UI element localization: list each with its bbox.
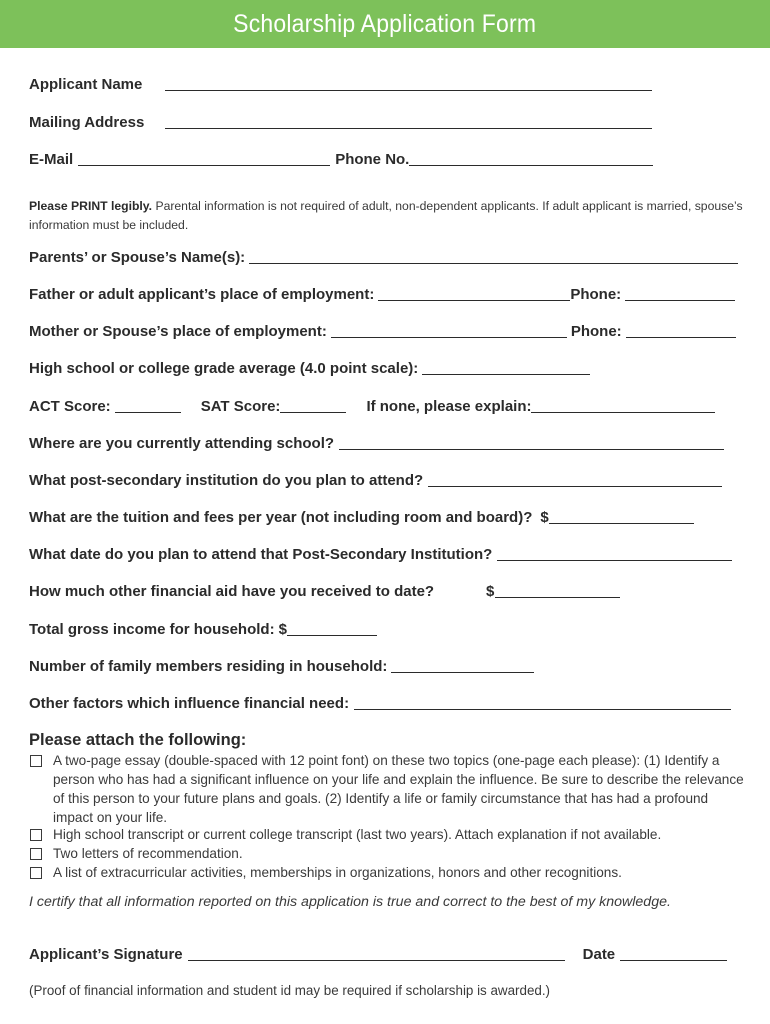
gross-income-field[interactable]: [287, 621, 377, 636]
phone-no-field[interactable]: [409, 151, 653, 166]
family-members-label: Number of family members residing in household:: [29, 658, 388, 675]
letters-checkbox[interactable]: [30, 848, 42, 860]
email-field[interactable]: [78, 151, 330, 166]
gross-income-dollar: $: [278, 621, 287, 638]
print-note-bold: Please PRINT legibly.: [29, 199, 153, 213]
other-aid-field[interactable]: [495, 583, 620, 598]
date-label: Date: [582, 946, 616, 963]
act-score-label: ACT Score:: [29, 398, 111, 415]
grade-average-label: High school or college grade average (4.0 point scale):: [29, 360, 419, 377]
essay-text: A two-page essay (double-spaced with 12 point font) on these two topics (one-page each please): (1) Identify a person who has had a significant influence on your life and explain the influence. Be sure to describe the relevance of this person to your future plans and goals. (2) Identify a life or family circumstance that has had a profound impact on your life.: [53, 753, 744, 825]
if-none-field[interactable]: [531, 398, 715, 413]
post-secondary-row: [29, 469, 722, 489]
father-phone-label: Phone:: [570, 286, 622, 303]
post-secondary-label: What post-secondary institution do you plan to attend?: [29, 472, 424, 489]
other-aid-row: [29, 580, 495, 600]
essay-checkbox[interactable]: [30, 755, 42, 767]
post-secondary-field[interactable]: [428, 472, 722, 487]
print-note: [29, 197, 744, 235]
gross-income-label: Total gross income for household:: [29, 621, 275, 638]
attach-item-essay: [29, 751, 744, 827]
applicant-name-label: Applicant Name: [29, 76, 143, 93]
gross-income-row: [29, 618, 377, 638]
act-score-field[interactable]: [115, 398, 181, 413]
letters-text: Two letters of recommendation.: [53, 846, 243, 861]
activities-text: A list of extracurricular activities, memberships in organizations, honors and other recognitions.: [53, 865, 622, 880]
grade-average-row: [29, 357, 590, 377]
email-label: E-Mail: [29, 151, 74, 168]
attach-item-transcript: [29, 825, 744, 844]
other-aid-label: How much other financial aid have you received to date?: [29, 583, 435, 600]
other-factors-label: Other factors which influence financial need:: [29, 695, 350, 712]
form-title: Scholarship Application Form: [233, 9, 537, 38]
signature-row: [29, 943, 727, 963]
transcript-checkbox[interactable]: [30, 829, 42, 841]
family-members-field[interactable]: [391, 658, 534, 673]
other-aid-dollar: $: [486, 583, 495, 600]
mother-employment-row: [29, 320, 736, 340]
father-employment-row: [29, 283, 735, 303]
mailing-address-row: [29, 111, 144, 131]
sat-score-label: SAT Score:: [200, 398, 281, 415]
mailing-address-label: Mailing Address: [29, 114, 145, 131]
other-factors-field[interactable]: [354, 695, 731, 710]
signature-label: Applicant’s Signature: [29, 946, 183, 963]
parents-name-field[interactable]: [249, 249, 738, 264]
parents-row: [29, 246, 738, 266]
activities-checkbox[interactable]: [30, 867, 42, 879]
mailing-address-field[interactable]: [165, 114, 652, 129]
current-school-row: [29, 432, 724, 452]
father-phone-field[interactable]: [625, 286, 735, 301]
date-field[interactable]: [620, 946, 727, 961]
grade-average-field[interactable]: [422, 360, 590, 375]
other-factors-row: [29, 692, 731, 712]
attend-date-row: [29, 543, 732, 563]
parents-name-label: Parents’ or Spouse’s Name(s):: [29, 249, 246, 266]
email-phone-row: [29, 148, 653, 168]
tuition-dollar: $: [540, 509, 549, 526]
attach-item-activities: [29, 863, 744, 882]
transcript-text: High school transcript or current college transcript (last two years). Attach explanation if not available.: [53, 827, 662, 842]
applicant-name-field[interactable]: [165, 76, 652, 91]
current-school-field[interactable]: [339, 435, 724, 450]
proof-note: (Proof of financial information and student id may be required if scholarship is awarded.): [29, 983, 551, 998]
print-note-text: Parental information is not required of adult, non-dependent applicants. If adult applicant is married, spouse’s information must be included.: [29, 199, 743, 232]
mother-phone-field[interactable]: [626, 323, 736, 338]
signature-field[interactable]: [188, 946, 565, 961]
if-none-label: If none, please explain:: [366, 398, 532, 415]
father-employment-label: Father or adult applicant’s place of employment:: [29, 286, 375, 303]
attach-item-letters: [29, 844, 744, 863]
attach-heading: Please attach the following:: [29, 731, 247, 749]
tuition-field[interactable]: [549, 509, 694, 524]
header-banner: [0, 0, 770, 48]
attend-date-field[interactable]: [497, 546, 732, 561]
phone-no-label: Phone No.: [335, 151, 410, 168]
mother-employment-field[interactable]: [331, 323, 567, 338]
mother-phone-label: Phone:: [570, 323, 622, 340]
applicant-name-row: [29, 73, 142, 93]
tuition-row: [29, 506, 694, 526]
test-scores-row: [29, 395, 715, 415]
mother-employment-label: Mother or Spouse’s place of employment:: [29, 323, 327, 340]
certify-statement: I certify that all information reported on this application is true and correct to the best of my knowledge.: [29, 894, 671, 910]
sat-score-field[interactable]: [280, 398, 346, 413]
family-members-row: [29, 655, 534, 675]
current-school-label: Where are you currently attending school?: [29, 435, 335, 452]
tuition-label: What are the tuition and fees per year (not including room and board)?: [29, 509, 533, 526]
attend-date-label: What date do you plan to attend that Post-Secondary Institution?: [29, 546, 493, 563]
father-employment-field[interactable]: [378, 286, 570, 301]
